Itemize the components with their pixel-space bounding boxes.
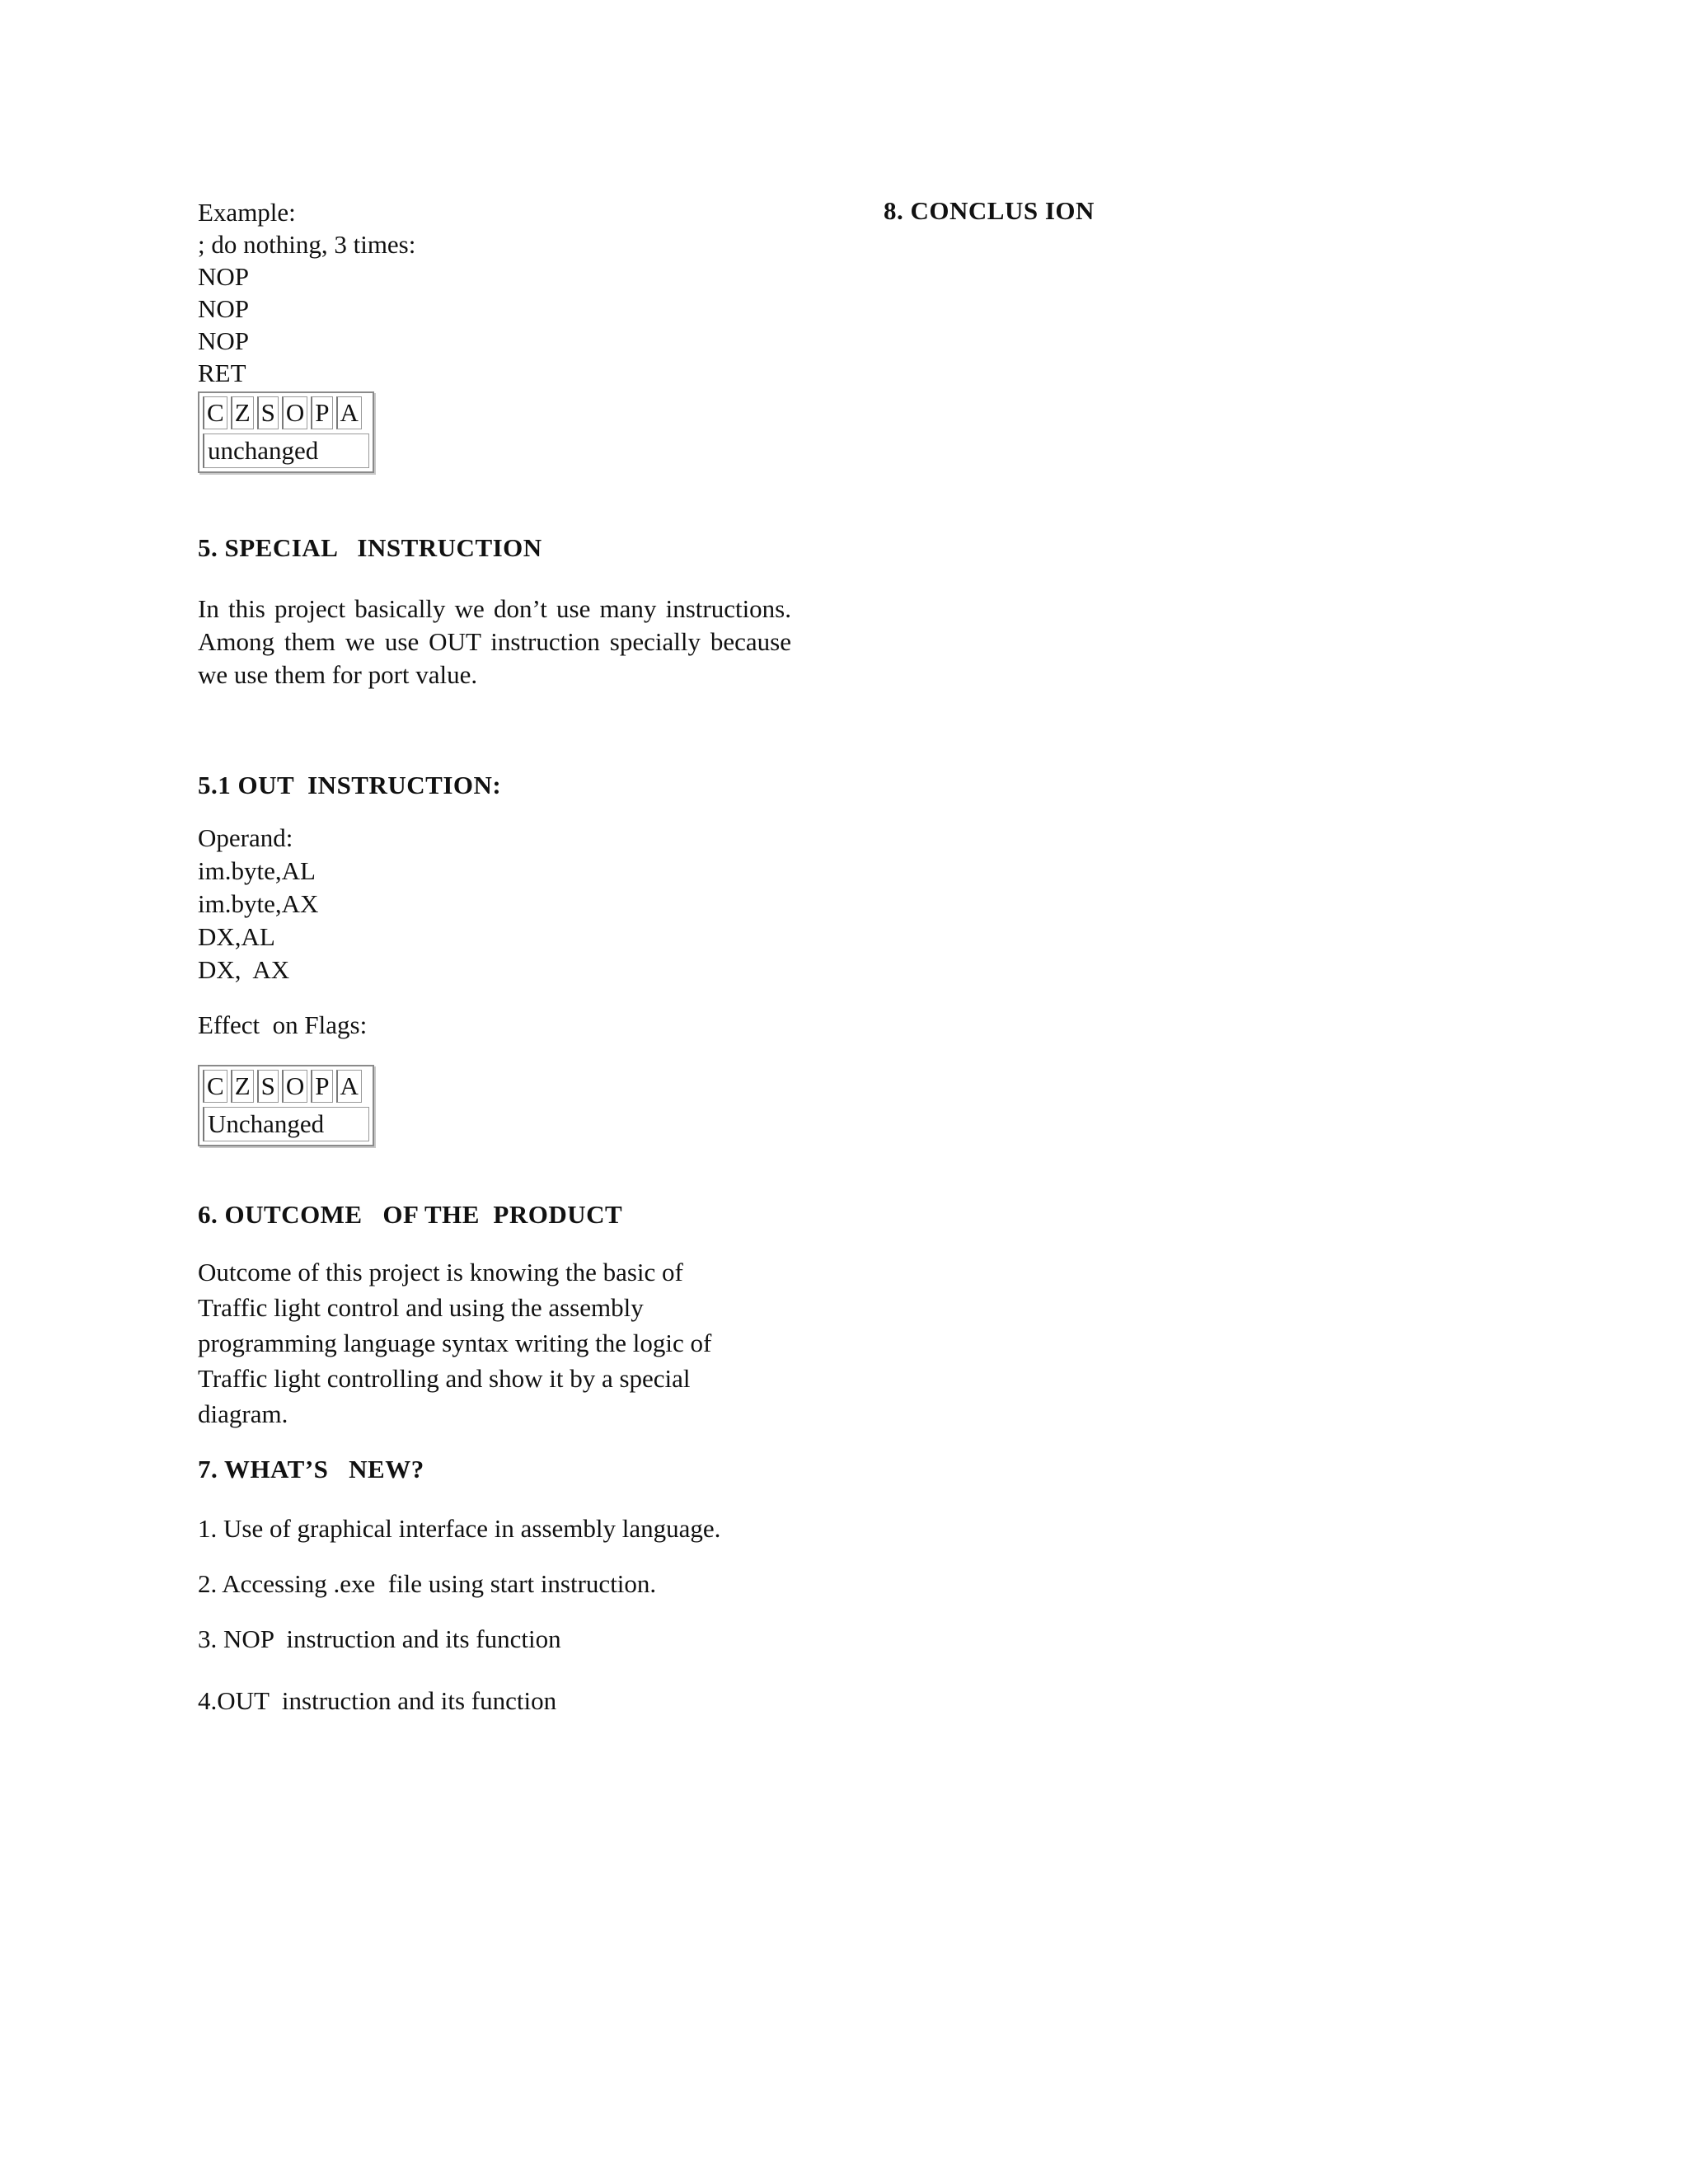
flags-header-row [203, 1070, 369, 1103]
operand-line: DX, AX [198, 955, 290, 984]
flag-cell: Z [231, 396, 254, 429]
new-item: 3. NOP instruction and its function [198, 1624, 561, 1653]
flags-table [198, 391, 374, 473]
operand-line: im.byte,AX [198, 889, 319, 918]
section-6-line: Traffic light controlling and show it by a special [198, 1364, 691, 1393]
flag-cell: P [311, 1070, 332, 1103]
new-item: 4.OUT instruction and its function [198, 1686, 557, 1715]
code-line: RET [198, 359, 246, 387]
section-5-paragraph: In this project basically we don’t use many instructions. Among them we use OUT instruction specially because we use them for port value. [198, 594, 791, 689]
flags-header-row [203, 396, 369, 429]
example-comment: ; do nothing, 3 times: [198, 230, 416, 259]
section-5-heading: 5. SPECIAL INSTRUCTION [198, 533, 542, 562]
code-line: NOP [198, 326, 250, 355]
flag-cell: Z [231, 1070, 254, 1103]
section-6-heading: 6. OUTCOME OF THE PRODUCT [198, 1200, 623, 1229]
flag-cell: C [203, 396, 227, 429]
operand-line: im.byte,AL [198, 856, 316, 885]
operand-label: Operand: [198, 823, 293, 852]
section-6-line: diagram. [198, 1399, 288, 1428]
new-item: 2. Accessing .exe file using start instruction. [198, 1569, 657, 1598]
flag-cell: S [257, 1070, 279, 1103]
section-6-line: programming language syntax writing the logic of [198, 1329, 712, 1357]
flag-cell: O [282, 1070, 307, 1103]
flags-value: unchanged [203, 434, 369, 468]
section-5-1-heading: 5.1 OUT INSTRUCTION: [198, 771, 502, 799]
example-label: Example: [198, 198, 296, 227]
flag-cell: A [336, 1070, 362, 1103]
flags-value: Unchanged [203, 1107, 369, 1141]
left-column [198, 196, 791, 1718]
section-7-heading: 7. WHAT’S NEW? [198, 1455, 424, 1483]
flag-cell: S [257, 396, 279, 429]
operand-line: DX,AL [198, 922, 275, 951]
section-6-line: Traffic light control and using the assembly [198, 1293, 644, 1322]
section-8-heading: 8. CONCLUS ION [884, 196, 1095, 225]
right-column [884, 196, 1477, 226]
code-line: NOP [198, 262, 250, 291]
flag-cell: P [311, 396, 332, 429]
flags-table [198, 1065, 374, 1146]
flag-cell: O [282, 396, 307, 429]
code-line: NOP [198, 294, 250, 323]
flag-cell: A [336, 396, 362, 429]
section-6-line: Outcome of this project is knowing the basic of [198, 1258, 683, 1286]
effect-label: Effect on Flags: [198, 1010, 368, 1039]
new-item: 1. Use of graphical interface in assembly language. [198, 1514, 721, 1543]
section-6-body [198, 1254, 791, 1432]
flag-cell: C [203, 1070, 227, 1103]
